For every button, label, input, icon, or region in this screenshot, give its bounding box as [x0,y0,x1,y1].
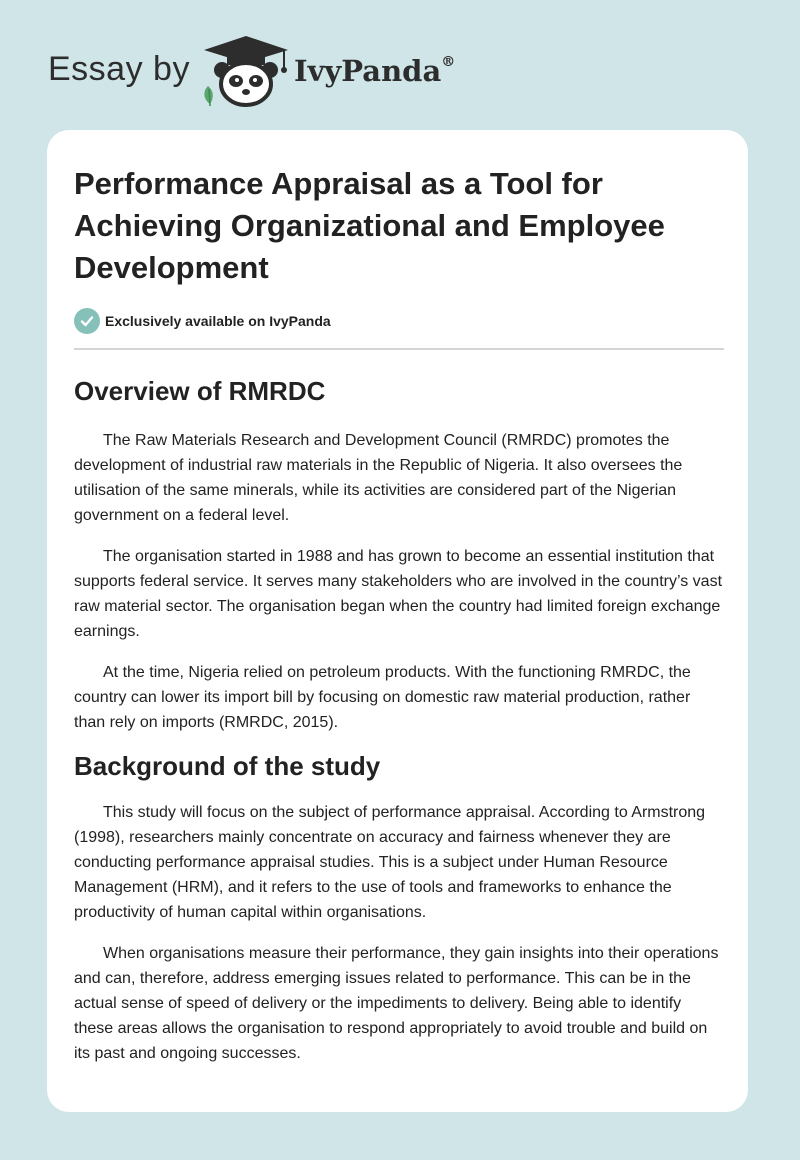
panda-graduate-icon[interactable] [200,34,290,108]
article-title: Performance Appraisal as a Tool for Achieving Organizational and Employee Development [74,166,665,285]
section-background [74,747,724,1066]
brand-name[interactable] [294,54,455,88]
badge-label: Exclusively available on IvyPanda [105,313,331,329]
paragraph: The organisation started in 1988 and has grown to become an essential institution that supports federal service. It serves many stakeholders who are involved in the country’s vast raw material sector. The organisation began when the country had limited foreign exchange earnings. [74,548,723,640]
registered-mark: ® [441,54,456,71]
article-content [74,163,724,1066]
article-card [47,130,748,1112]
paragraph: When organisations measure their performance, they gain insights into their operations and can, therefore, address emerging issues related to performance. This can be in the actual sense of speed of delivery or the impediments to delivery. Being able to identify these areas allows the organisation to respond appropriately to avoid trouble and build on its past and ongoing successes. [74,945,719,1062]
brand-label: IvyPanda [294,54,442,88]
paragraph: This study will focus on the subject of performance appraisal. According to Armstrong (1998), researchers mainly concentrate on accuracy and fairness whenever they are conducting performance appraisal studies. This is a subject under Human Resource Management (HRM), and it refers to the use of tools and frameworks to enhance the productivity of human capital within organisations. [74,804,706,921]
section-overview [74,372,724,735]
paragraph: At the time, Nigeria relied on petroleum products. With the functioning RMRDC, the country can lower its import bill by focusing on domestic raw material production, rather than rely on imports (RMRDC, 2015). [74,664,691,731]
divider [74,348,724,350]
section-heading: Background of the study [74,751,381,781]
exclusive-badge [74,307,724,335]
essay-by-label: Essay by [48,50,190,88]
paragraph: The Raw Materials Research and Development Council (RMRDC) promotes the development of industrial raw materials in the Republic of Nigeria. It also oversees the utilisation of the same minerals, while its activities are considered part of the Nigerian government on a federal level. [74,432,683,524]
site-header [0,0,800,130]
section-heading: Overview of RMRDC [74,376,326,406]
check-circle-icon [74,308,100,334]
